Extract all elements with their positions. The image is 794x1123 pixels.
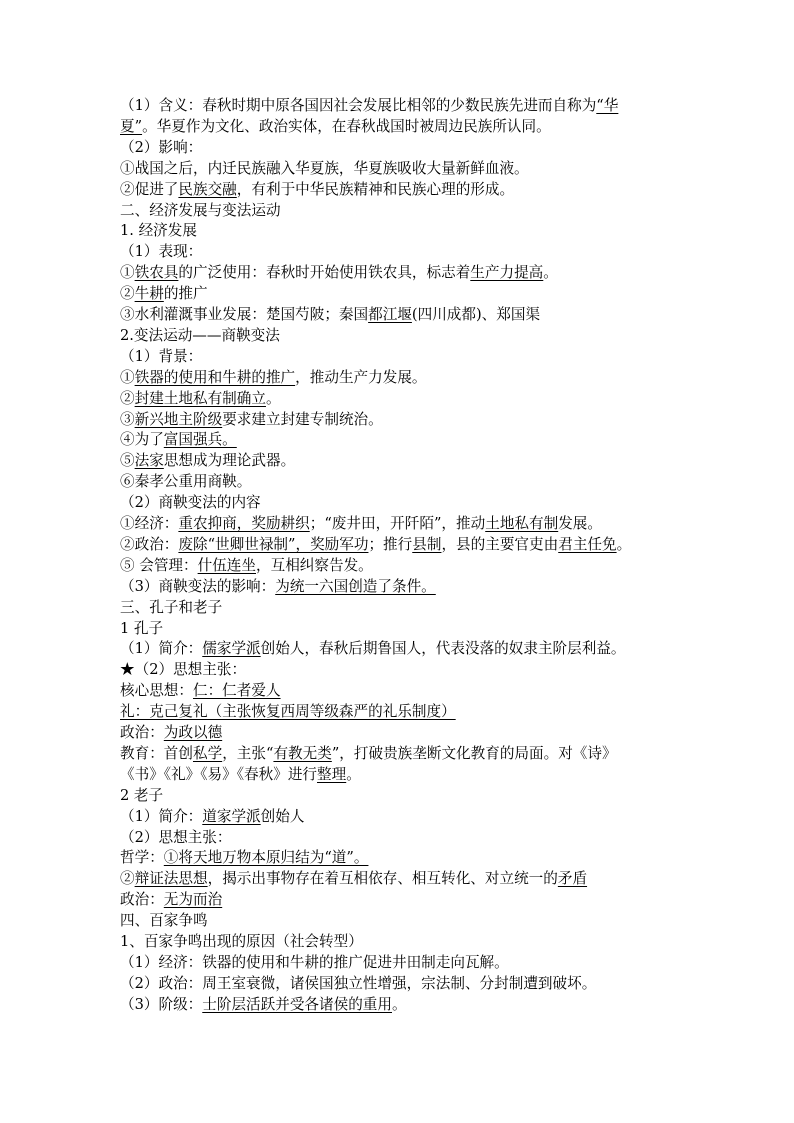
underlined-text: 有教无类 <box>273 744 332 762</box>
text-line <box>120 368 427 388</box>
text-segment: 哲学： <box>120 849 164 867</box>
text-segment: ，揭示出事物存在着互相依存、相互转化、对立统一的 <box>207 870 558 888</box>
text-segment: ，县的主要官吏由 <box>441 535 559 553</box>
text-segment: ，有利于中华民族精神和民族心理的形成。 <box>236 180 515 198</box>
text-segment: 的广泛使用：春秋时开始使用铁农具，标志着 <box>178 264 471 282</box>
underlined-text: 铁器的使用和牛耕的推广 <box>134 368 296 386</box>
underlined-text: 生产力提高 <box>470 264 544 282</box>
text-segment: （1）简介： <box>120 807 203 825</box>
text-line <box>120 869 587 889</box>
underlined-text: 辩证法思想 <box>134 870 208 888</box>
underlined-text: 封建土地私有制确立 <box>134 389 266 407</box>
text-line <box>120 514 602 534</box>
underlined-text: 为统一六国创造了条件。 <box>275 577 436 595</box>
text-line <box>120 828 231 848</box>
text-line <box>120 974 596 994</box>
text-line <box>120 911 208 931</box>
text-line <box>120 493 261 513</box>
text-segment: （2）政治：周王室衰微，诸侯国独立性增强，宗法制、分封制遭到破坏。 <box>120 974 597 992</box>
text-segment: （3）阶级： <box>120 995 203 1013</box>
text-segment: ；推行 <box>368 535 413 553</box>
underlined-text: 土地私有制 <box>485 515 559 532</box>
underlined-text: 民族交融 <box>178 180 237 198</box>
text-segment: 。 <box>392 995 407 1013</box>
text-line <box>120 347 202 367</box>
text-segment: ③水利灌溉事业发展：楚国芍陂；秦国 <box>120 306 369 323</box>
text-segment: ①战国之后，内迁民族融入华夏族，华夏族吸收大量新鲜血液。 <box>120 159 529 177</box>
underlined-text: 富国强兵。 <box>163 431 237 449</box>
text-segment: 二、经济发展与变法运动 <box>120 201 281 219</box>
text-segment: (四川成都)、郑国渠 <box>411 306 541 323</box>
text-line <box>120 117 551 137</box>
text-segment: 的推广 <box>163 285 208 303</box>
underlined-text: 什伍连坐 <box>197 556 256 574</box>
text-line <box>120 744 617 764</box>
text-segment: 。 <box>346 765 361 783</box>
text-line <box>120 284 208 304</box>
text-segment: 三、孔子和老子 <box>120 598 223 616</box>
text-segment: 思想成为理论武器。 <box>163 452 296 470</box>
text-line <box>120 221 197 241</box>
text-segment: ① <box>120 264 135 282</box>
text-segment: ”，打破贵族垄断文化教育的局面。对《诗》 <box>331 744 617 762</box>
text-line <box>120 410 383 430</box>
text-line <box>120 138 202 158</box>
text-segment: 创始人，春秋后期鲁国人，代表没落的奴隶主阶层利益。 <box>260 640 626 658</box>
underlined-text: 私学 <box>192 744 223 762</box>
underlined-text: 儒家学派 <box>202 640 261 658</box>
text-segment: 核心思想： <box>120 682 193 700</box>
text-segment: 2.变法运动——商鞅变法 <box>120 326 280 344</box>
text-line <box>120 242 202 262</box>
text-segment: （2）影响： <box>120 138 203 156</box>
text-segment: ①经济： <box>120 515 179 532</box>
text-line <box>120 681 281 701</box>
text-line <box>120 326 280 346</box>
text-line <box>120 159 529 179</box>
underlined-text: 无为而治 <box>163 891 223 909</box>
underlined-text: 夏” <box>120 117 143 135</box>
text-segment: 1、百家争鸣出现的原因（社会转型） <box>120 933 363 950</box>
text-segment: ，互相纠察告发。 <box>256 556 373 574</box>
text-segment: 创始人 <box>260 807 305 825</box>
text-segment: （3）商鞅变法的影响： <box>120 577 276 595</box>
underlined-text: 礼：克己复礼（主张恢复西周等级森严的礼乐制度） <box>120 703 456 721</box>
text-segment: （1）背景： <box>120 347 203 365</box>
underlined-text: 整理 <box>317 765 347 783</box>
text-line <box>120 995 407 1015</box>
text-segment: ② <box>120 870 135 888</box>
text-segment: ，推动生产力发展。 <box>295 368 427 386</box>
text-segment: 教育：首创 <box>120 744 193 762</box>
text-segment: 。 <box>265 389 281 407</box>
text-line <box>120 535 631 555</box>
text-segment: 。 <box>616 535 632 553</box>
text-segment: ★（2）思想主张： <box>120 661 247 679</box>
text-segment: ① <box>120 368 135 386</box>
text-line <box>120 807 304 827</box>
text-segment: ② <box>120 285 135 303</box>
underlined-text: 士阶层活跃并受各诸侯的重用 <box>202 995 392 1013</box>
text-segment: 四、百家争鸣 <box>120 912 208 930</box>
underlined-text: ①将天地万物本原归结为“道”。 <box>163 849 369 867</box>
text-segment: 政治： <box>120 891 164 909</box>
underlined-text: 仁：仁者爱人 <box>192 682 281 700</box>
text-line <box>120 932 363 952</box>
text-segment: ② <box>120 389 135 407</box>
text-segment: 2 老子 <box>120 786 164 804</box>
text-line <box>120 619 163 639</box>
text-line <box>120 639 626 659</box>
text-segment: （2）商鞅变法的内容 <box>120 494 261 512</box>
text-segment: ②促进了 <box>120 180 179 198</box>
text-line <box>120 180 514 200</box>
underlined-text: “华 <box>596 97 619 114</box>
text-segment: 。 <box>543 264 558 282</box>
underlined-text: 为政以德 <box>163 724 223 741</box>
text-segment: ②政治： <box>120 535 179 553</box>
text-line <box>120 451 295 471</box>
underlined-text: 都江堰 <box>368 306 412 323</box>
text-line <box>120 598 222 618</box>
text-line <box>120 723 222 743</box>
text-segment: 《书》《礼》《易》《春秋》进行 <box>120 765 318 783</box>
text-segment: ③ <box>120 410 135 428</box>
text-line <box>120 848 368 868</box>
underlined-text: 县制 <box>412 535 442 553</box>
text-segment: 要求建立封建专制统治。 <box>222 410 383 428</box>
text-segment: ④为了 <box>120 431 164 449</box>
text-line <box>120 430 237 450</box>
text-line <box>120 96 618 116</box>
text-segment: 政治： <box>120 724 164 741</box>
text-segment: ；“废井田，开阡陌”，推动 <box>309 515 486 532</box>
text-segment: ，主张“ <box>222 744 274 762</box>
text-line <box>120 556 373 576</box>
underlined-text: 铁农具 <box>134 264 179 282</box>
text-line <box>120 305 540 325</box>
text-segment: ⑤ <box>120 452 135 470</box>
text-segment: 。华夏作为文化、政治实体，在春秋战国时被周边民族所认同。 <box>142 117 551 135</box>
underlined-text: 废除“世卿世禄制”，奖励军功 <box>178 535 369 553</box>
underlined-text: 新兴地主阶级 <box>134 410 223 428</box>
text-line <box>120 890 222 910</box>
underlined-text: 矛盾 <box>557 870 588 888</box>
underlined-text: 重农抑商，奖励耕织 <box>178 515 310 532</box>
text-line <box>120 702 456 722</box>
text-line <box>120 765 361 785</box>
text-line <box>120 472 251 492</box>
text-segment: ⑥秦孝公重用商鞅。 <box>120 473 252 491</box>
underlined-text: 法家 <box>134 452 164 470</box>
text-line <box>120 389 281 409</box>
text-segment: 1 孔子 <box>120 619 164 637</box>
text-segment: （1）经济：铁器的使用和牛耕的推广促进井田制走向瓦解。 <box>120 953 509 971</box>
text-line <box>120 786 163 806</box>
text-segment: （1）简介： <box>120 640 203 658</box>
text-line <box>120 201 281 221</box>
text-line <box>120 953 509 973</box>
underlined-text: 牛耕 <box>134 285 164 303</box>
text-segment: （1）含义：春秋时期中原各国因社会发展比相邻的少数民族先进而自称为 <box>120 97 597 114</box>
text-segment: （1）表现： <box>120 243 203 261</box>
text-line <box>120 577 436 597</box>
text-line <box>120 263 558 283</box>
text-segment: 1. 经济发展 <box>120 222 197 240</box>
underlined-text: 君主任免 <box>558 535 617 553</box>
underlined-text: 道家学派 <box>202 807 261 825</box>
text-line <box>120 660 246 680</box>
text-segment: ⑤ 会管理： <box>120 556 198 574</box>
text-segment: （2）思想主张： <box>120 828 232 846</box>
text-segment: 发展。 <box>558 515 602 532</box>
